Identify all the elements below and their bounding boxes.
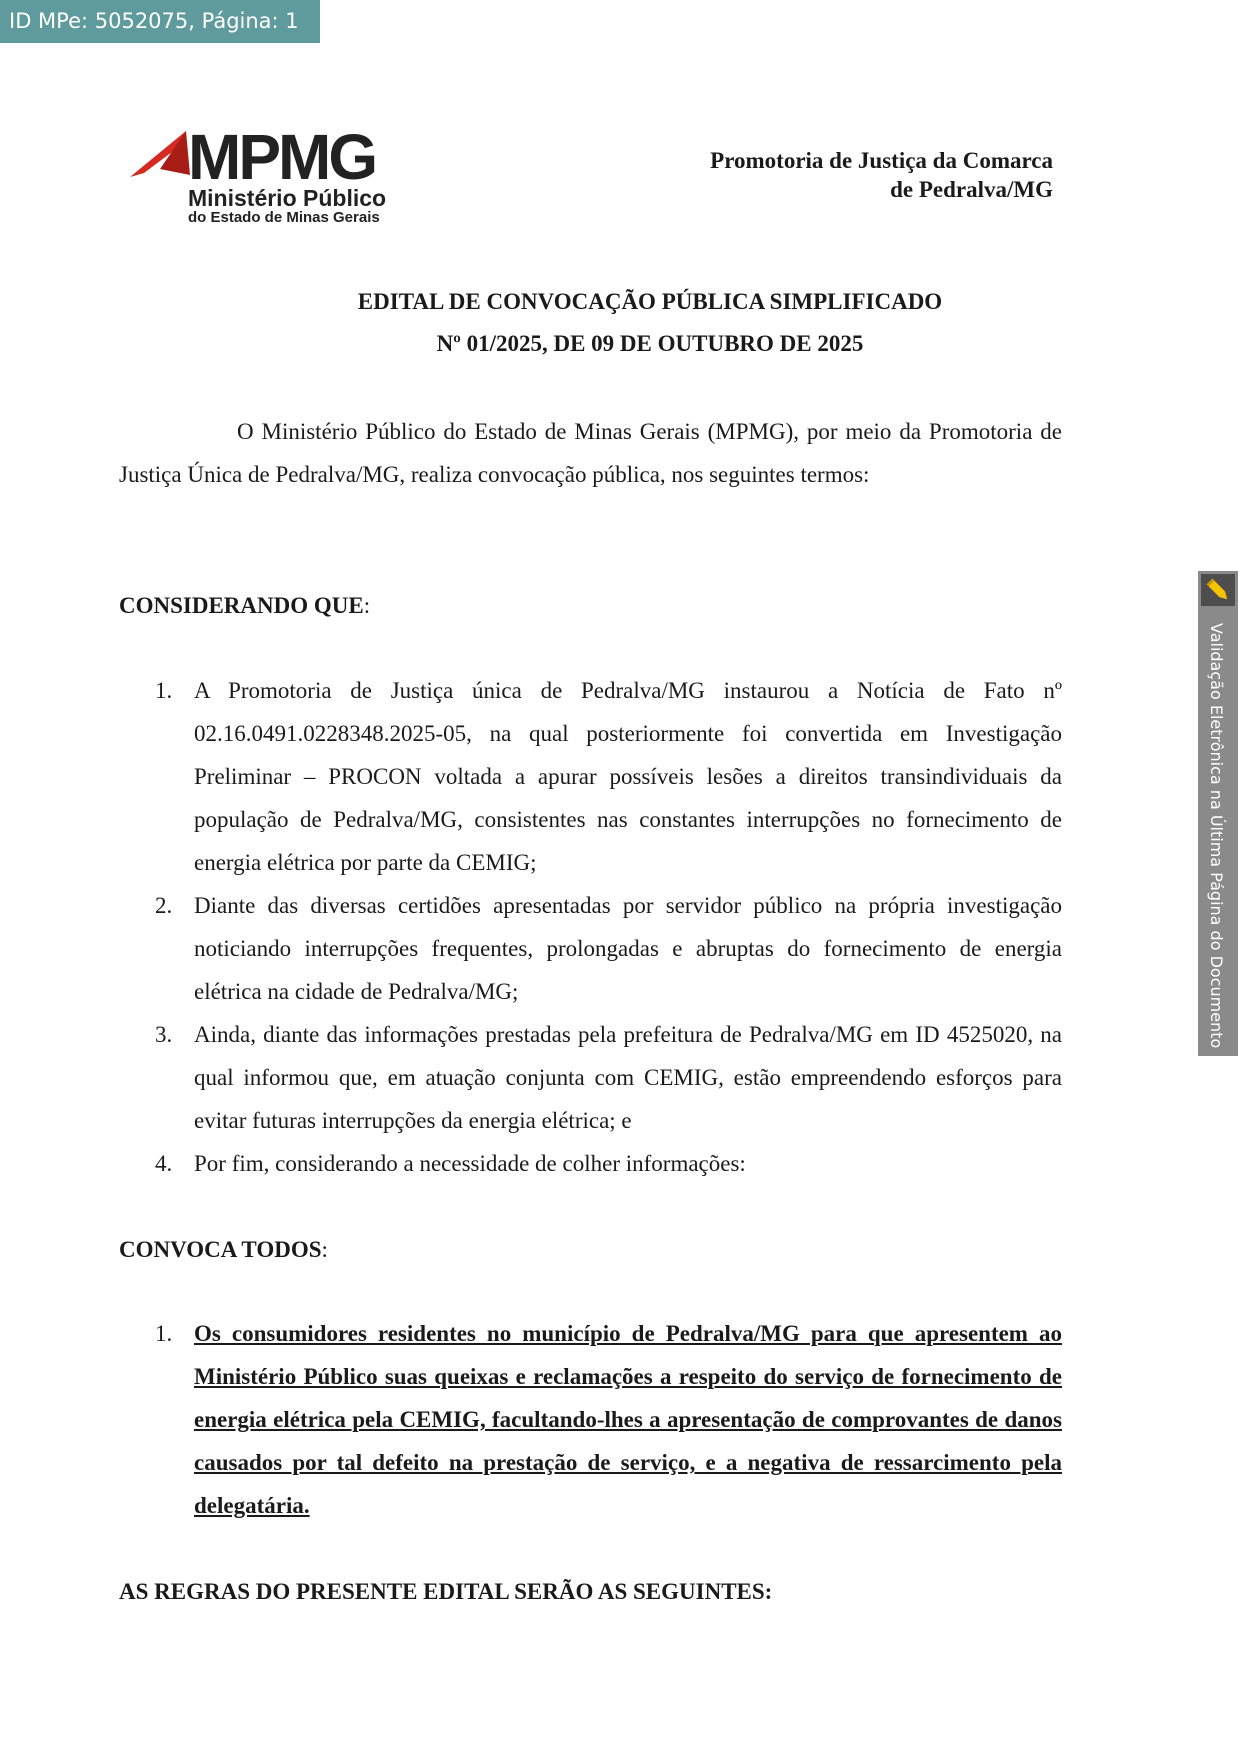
convoca-section [119, 1228, 1062, 1271]
mpmg-logo [130, 121, 400, 230]
electronic-validation-tab[interactable] [1198, 571, 1238, 1056]
document-id-tag: ID MPe: 5052075, Página: 1 [0, 0, 320, 43]
logo-subtitle-small: do Estado de Minas Gerais [188, 209, 380, 226]
considerando-list [119, 669, 1062, 1185]
list-item: 4. Por fim, considerando a necessidade de colher informações: [155, 1151, 746, 1176]
intro-paragraph: O Ministério Público do Estado de Minas Gerais (MPMG), por meio da Promotoria de Justiça Única de Pedralva/MG, realiza convocação pública, nos seguintes termos: [119, 419, 1062, 487]
list-item: 2. Diante das diversas certidões apresentadas por servidor público na própria investigação noticiando interrupções frequentes, prolongadas e abruptas do fornecimento de energia elétrica na cidade de Pedralva/MG; [155, 893, 1062, 1004]
section-heading: AS REGRAS DO PRESENTE EDITAL SERÃO AS SEGUINTES: [119, 1579, 773, 1604]
document-body [119, 410, 1062, 496]
list-item: 3. Ainda, diante das informações prestadas pela prefeitura de Pedralva/MG em ID 4525020, na qual informou que, em atuação conjunta com CEMIG, estão empreendendo esforços para evitar futuras interrupções da energia elétrica; e [155, 1022, 1062, 1133]
header-line-2: de Pedralva/MG [890, 177, 1053, 202]
logo-mark: MPMG [188, 121, 376, 193]
list-item: 1. A Promotoria de Justiça única de Pedralva/MG instaurou a Notícia de Fato nº 02.16.0491.0228348.2025-05, na qual posteriormente foi convertida em Investigação Preliminar – PROCON voltada a apurar possíveis lesões a direitos transindividuais da população de Pedralva/MG, consistentes nas constantes interrupções no fornecimento de energia elétrica por parte da CEMIG; [155, 678, 1062, 875]
document-subtitle: Nº 01/2025, DE 09 DE OUTUBRO DE 2025 [436, 331, 864, 356]
considerando-section [119, 584, 1062, 627]
document-title: EDITAL DE CONVOCAÇÃO PÚBLICA SIMPLIFICADO [357, 289, 943, 314]
header-line-1: Promotoria de Justiça da Comarca [710, 148, 1053, 173]
logo-subtitle: Ministério Público [188, 185, 387, 211]
logo-triangle-icon [130, 125, 190, 181]
convoca-list [119, 1312, 1062, 1527]
promotoria-header [710, 146, 1053, 204]
pen-icon [1201, 574, 1235, 606]
validation-text: Validação Eletrônica na Última Página do Documento [1207, 623, 1226, 1049]
regras-section [119, 1570, 1062, 1613]
section-heading: CONVOCA TODOS: [119, 1237, 328, 1262]
section-heading: CONSIDERANDO QUE: [119, 593, 371, 618]
list-item: 1. Os consumidores residentes no município de Pedralva/MG para que apresentem ao Ministério Público suas queixas e reclamações a respeito do serviço de fornecimento de energia elétrica pela CEMIG, facultando-lhes a apresentação de comprovantes de danos causados por tal defeito na prestação de serviço, e a negativa de ressarcimento pela delegatária. [155, 1321, 1062, 1518]
